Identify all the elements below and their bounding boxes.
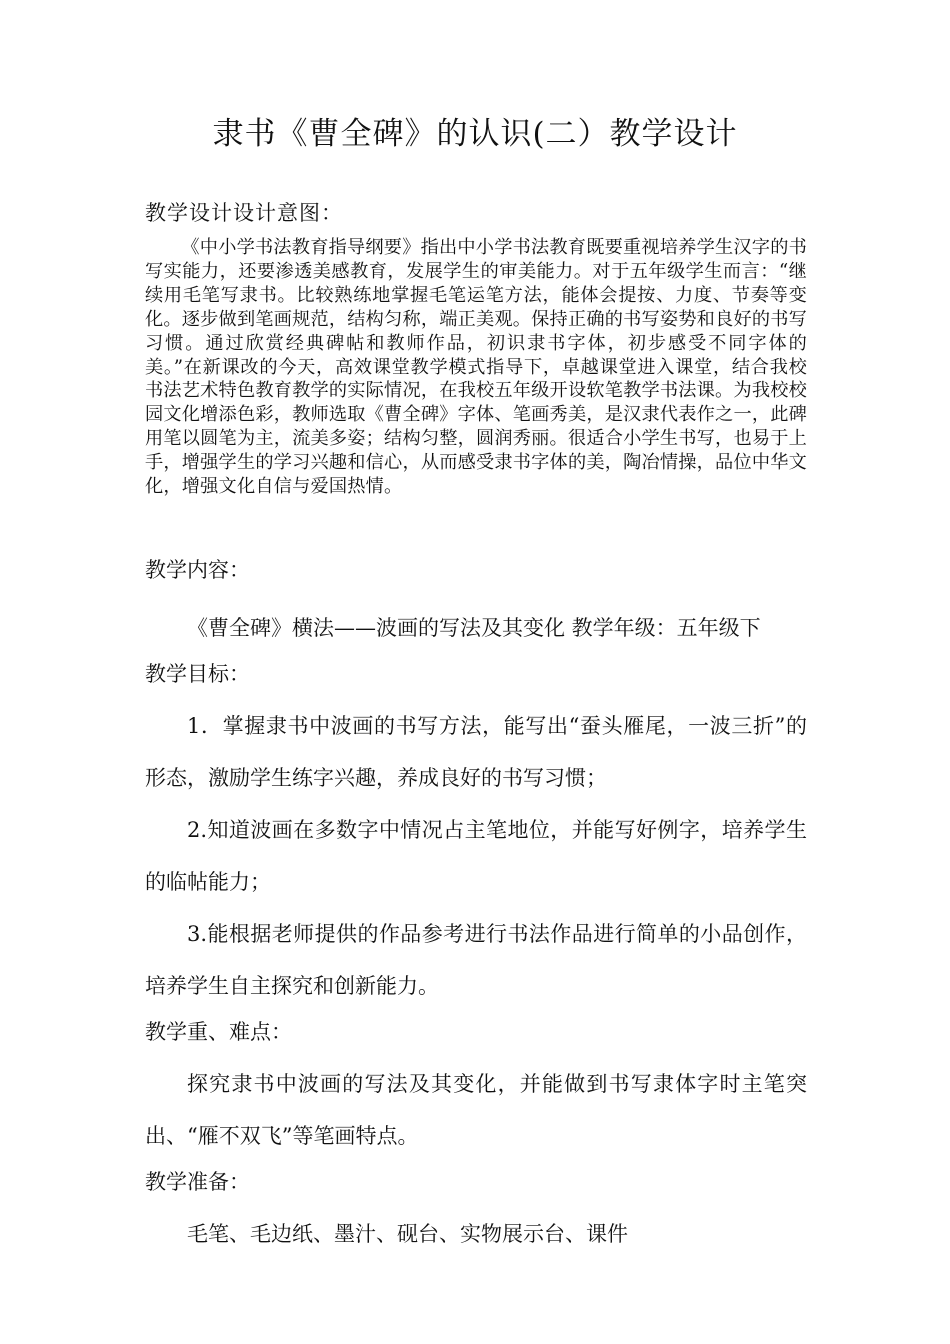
main-body [145, 544, 807, 1260]
preparation-heading: 教学准备： [145, 1170, 250, 1194]
content-heading: 教学内容： [145, 558, 250, 582]
intro-heading: 教学设计设计意图： [145, 201, 343, 225]
intro-paragraph: 《中小学书法教育指导纲要》指出中小学书法教育既要重视培养学生汉字的书写实能力，还要渗透美感教育，发展学生的审美能力。对于五年级学生而言：“继续用毛笔写隶书。比较熟练地掌握毛笔运笔方法，能体会提按、力度、节奏等变化。逐步做到笔画规范，结构匀称，端正美观。保持正确的书写姿势和良好的书写习惯。通过欣赏经典碑帖和教师作品，初识隶书字体，初步感受不同字体的美。”在新课改的今天，高效课堂教学模式指导下，卓越课堂进入课堂，结合我校书法艺术特色教育教学的实际情况，在我校五年级开设软笔教学书法课。为我校校园文化增添色彩，教师选取《曹全碑》字体、笔画秀美，是汉隶代表作之一，此碑用笔以圆笔为主，流美多姿；结构匀整，圆润秀丽。很适合小学生书写，也易于上手，增强学生的学习兴趣和信心，从而感受隶书字体的美，陶冶情操，品位中华文化，增强文化自信与爱国热情。 [145, 237, 807, 498]
key-points-text: 探究隶书中波画的写法及其变化，并能做到书写隶体字时主笔突出、“雁不双飞”等笔画特点。 [145, 1072, 807, 1148]
key-points-heading: 教学重、难点： [145, 1020, 292, 1044]
goals-heading: 教学目标： [145, 662, 250, 686]
preparation-text: 毛笔、毛边纸、墨汁、砚台、实物展示台、课件 [187, 1222, 628, 1246]
goal-item-3: 3.能根据老师提供的作品参考进行书法作品进行简单的小品创作，培养学生自主探究和创新能力。 [145, 922, 807, 998]
content-text: 《曹全碑》横法——波画的写法及其变化 教学年级：五年级下 [187, 616, 761, 640]
goal-item-2: 2.知道波画在多数字中情况占主笔地位，并能写好例字，培养学生的临帖能力； [145, 818, 807, 894]
document-title: 隶书《曹全碑》的认识(二）教学设计 [212, 116, 738, 152]
goal-item-1: 1．掌握隶书中波画的书写方法，能写出“蚕头雁尾，一波三折”的形态，激励学生练字兴趣，养成良好的书写习惯； [145, 714, 807, 790]
